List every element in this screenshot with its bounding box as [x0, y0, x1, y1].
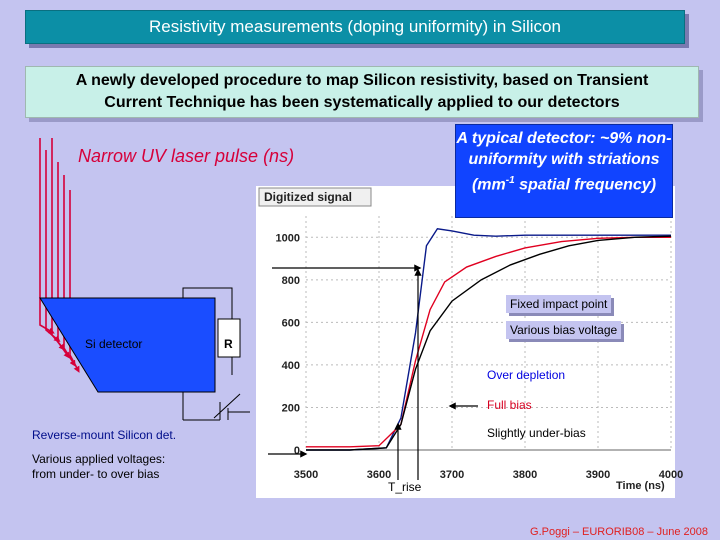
- bias-source: [170, 380, 260, 430]
- x-tick-label: 3500: [293, 469, 319, 481]
- x-tick-label: 4000: [658, 469, 684, 481]
- fixed-impact-callout: Fixed impact point: [506, 295, 611, 313]
- slightly-under-bias-label: Slightly under-bias: [487, 426, 586, 440]
- intro-text: [25, 66, 699, 118]
- setup-diagram: [0, 120, 260, 420]
- resistor-label: R: [224, 337, 233, 351]
- signal-series-2: [306, 236, 671, 450]
- y-tick-label: 1000: [275, 232, 300, 245]
- x-axis-label: Time (ns): [616, 480, 665, 492]
- t-rise-label: T_rise: [388, 480, 422, 494]
- y-tick-label: 800: [281, 274, 300, 287]
- detector-note-sup: -1: [505, 175, 515, 186]
- x-tick-label: 3900: [585, 469, 611, 481]
- detector-note: [455, 124, 673, 218]
- x-tick-label: 3600: [366, 469, 392, 481]
- signal-chart: [256, 186, 684, 498]
- intro-line-1: A newly developed procedure to map Silicon resistivity, based on Transient: [75, 72, 649, 89]
- x-tick-label: 3800: [512, 469, 538, 481]
- reverse-mount-label: Reverse-mount Silicon det.: [32, 428, 177, 442]
- laser-pulse-label: Narrow UV laser pulse (ns): [78, 146, 295, 166]
- applied-voltages-line-2: from under- to over bias: [32, 467, 160, 481]
- y-tick-label: 600: [281, 317, 300, 330]
- footer-credit: G.Poggi – EURORIB08 – June 2008: [530, 526, 708, 538]
- signal-plot-panel: [256, 186, 684, 498]
- slide-title: Resistivity measurements (doping uniformity) in Silicon: [25, 10, 685, 44]
- signal-series-1: [306, 237, 671, 447]
- detector-note-text-b: spatial frequency): [514, 176, 657, 194]
- full-bias-label: Full bias: [487, 398, 532, 412]
- si-detector-label: Si detector: [85, 337, 143, 351]
- chart-title: Digitized signal: [264, 190, 353, 204]
- y-tick-label: 200: [281, 402, 300, 415]
- x-tick-label: 3700: [439, 469, 465, 481]
- signal-series-0: [306, 229, 671, 450]
- detector-note-text-a: A typical detector: ~9% non-uniformity with striations (mm: [456, 130, 672, 194]
- various-bias-callout: Various bias voltage: [506, 321, 621, 339]
- y-tick-label: 400: [281, 359, 300, 372]
- over-depletion-label: Over depletion: [487, 368, 566, 382]
- intro-line-2: Current Technique has been systematically applied to our detectors: [104, 94, 620, 111]
- y-tick-label: 0: [293, 445, 300, 457]
- applied-voltages-line-1: Various applied voltages:: [32, 452, 166, 466]
- applied-voltages-label: [32, 452, 165, 482]
